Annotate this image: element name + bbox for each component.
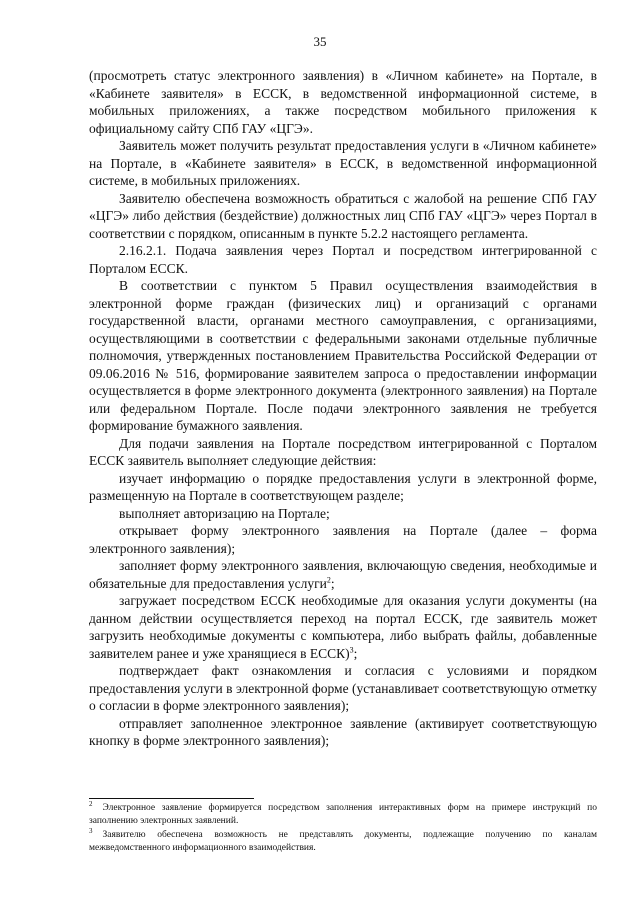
paragraph-text: загружает посредством ЕССК необходимые для оказания услуги документы (на данном действии осуществляется переход на портал ЕССК, где заявитель может загрузить необходимые документы с компьютера, либо выбрать файлы, добавленные заявителем ранее и уже хранящиеся в ЕССК) xyxy=(89,593,597,661)
paragraph xyxy=(89,662,597,715)
footnote-reference: 2 xyxy=(326,575,331,584)
paragraph xyxy=(89,522,597,557)
paragraph xyxy=(89,435,597,470)
footnote-text: Заявителю обеспечена возможность не представлять документы, подлежащие получению по каналам межведомственного информационного взаимодействия. xyxy=(89,830,597,853)
paragraph-text: изучает информацию о порядке предоставления услуги в электронной форме, размещенную на Портале в соответствующем разделе; xyxy=(89,470,597,503)
paragraph xyxy=(89,470,597,505)
paragraph-text: Заявителю обеспечена возможность обратиться с жалобой на решение СПб ГАУ «ЦГЭ» либо действия (бездействие) должностных лиц СПб ГАУ «ЦГЭ» через Портал в соответствии с порядком, описанным в пункте 5.2.2 настоящего регламента. xyxy=(89,190,597,241)
footnote xyxy=(89,799,597,827)
page-number: 35 xyxy=(313,34,327,49)
footnote-reference: 3 xyxy=(349,645,354,654)
paragraph-punctuation: ; xyxy=(353,645,358,661)
paragraph-text: открывает форму электронного заявления на Портале (далее – форма электронного заявления); xyxy=(89,523,597,556)
paragraph-text: 2.16.2.1. Подача заявления через Портал и посредством интегрированной с Порталом ЕССК. xyxy=(89,243,597,276)
paragraph-text: подтверждает факт ознакомления и согласия с условиями и порядком предоставления услуги в электронной форме (устанавливает соответствующую отметку о согласии в форме электронного заявления); xyxy=(89,663,597,713)
paragraph xyxy=(89,277,597,435)
footnote-divider xyxy=(89,798,254,799)
paragraph xyxy=(89,505,597,523)
footnote-mark: 2 xyxy=(89,799,93,808)
paragraph xyxy=(89,137,597,190)
paragraph-text: Для подачи заявления на Портале посредством интегрированной с Порталом ЕССК заявитель выполняет следующие действия: xyxy=(89,435,597,468)
paragraph xyxy=(89,67,597,137)
paragraph xyxy=(89,190,597,243)
paragraph xyxy=(89,557,597,592)
footnotes xyxy=(89,799,597,856)
paragraph-text: заполняет форму электронного заявления, включающую сведения, необходимые и обязательные для предоставления услуги xyxy=(89,558,597,591)
paragraph-text: Заявитель может получить результат предоставления услуги в «Личном кабинете» на Портале, в «Кабинете заявителя» в ЕССК, в ведомственной информационной системе, в мобильных приложениях. xyxy=(89,138,597,188)
footnote xyxy=(89,826,597,854)
footnote-mark: 3 xyxy=(89,826,93,835)
paragraph-punctuation: ; xyxy=(330,575,335,591)
paragraph xyxy=(89,242,597,277)
paragraph xyxy=(89,592,597,662)
paragraph-text: выполняет авторизацию на Портале; xyxy=(119,505,330,521)
footnote-text: Электронное заявление формируется посредством заполнения интерактивных форм на примере инструкций по заполнению электронных заявлений. xyxy=(89,803,597,826)
paragraph xyxy=(89,715,597,750)
paragraph-text: отправляет заполненное электронное заявление (активирует соответствующую кнопку в форме электронного заявления); xyxy=(89,715,597,748)
paragraph-text: В соответствии с пунктом 5 Правил осуществления взаимодействия в электронной форме граждан (физических лиц) и организаций с органами государственной власти, органами местного самоуправления, с организациями, осуществляющими в соответствии с федеральными законами отдельные публичные полномочия, утвержденных постановлением Правительства Российской Федерации от 09.06.2016 № 516, формирование заявителем запроса о предоставлении информации осуществляется в форме электронного документа (электронного заявления) на Портале или федеральном Портале. После подачи электронного заявления не требуется формирование бумажного заявления. xyxy=(89,278,597,433)
paragraph-text: (просмотреть статус электронного заявления) в «Личном кабинете» на Портале, в «Кабинете заявителя» в ЕССК, в ведомственной информационной системе, в мобильных приложениях, а также посредством мобильного приложения к официальному сайту СПб ГАУ «ЦГЭ». xyxy=(89,68,597,136)
body-text xyxy=(89,67,597,750)
